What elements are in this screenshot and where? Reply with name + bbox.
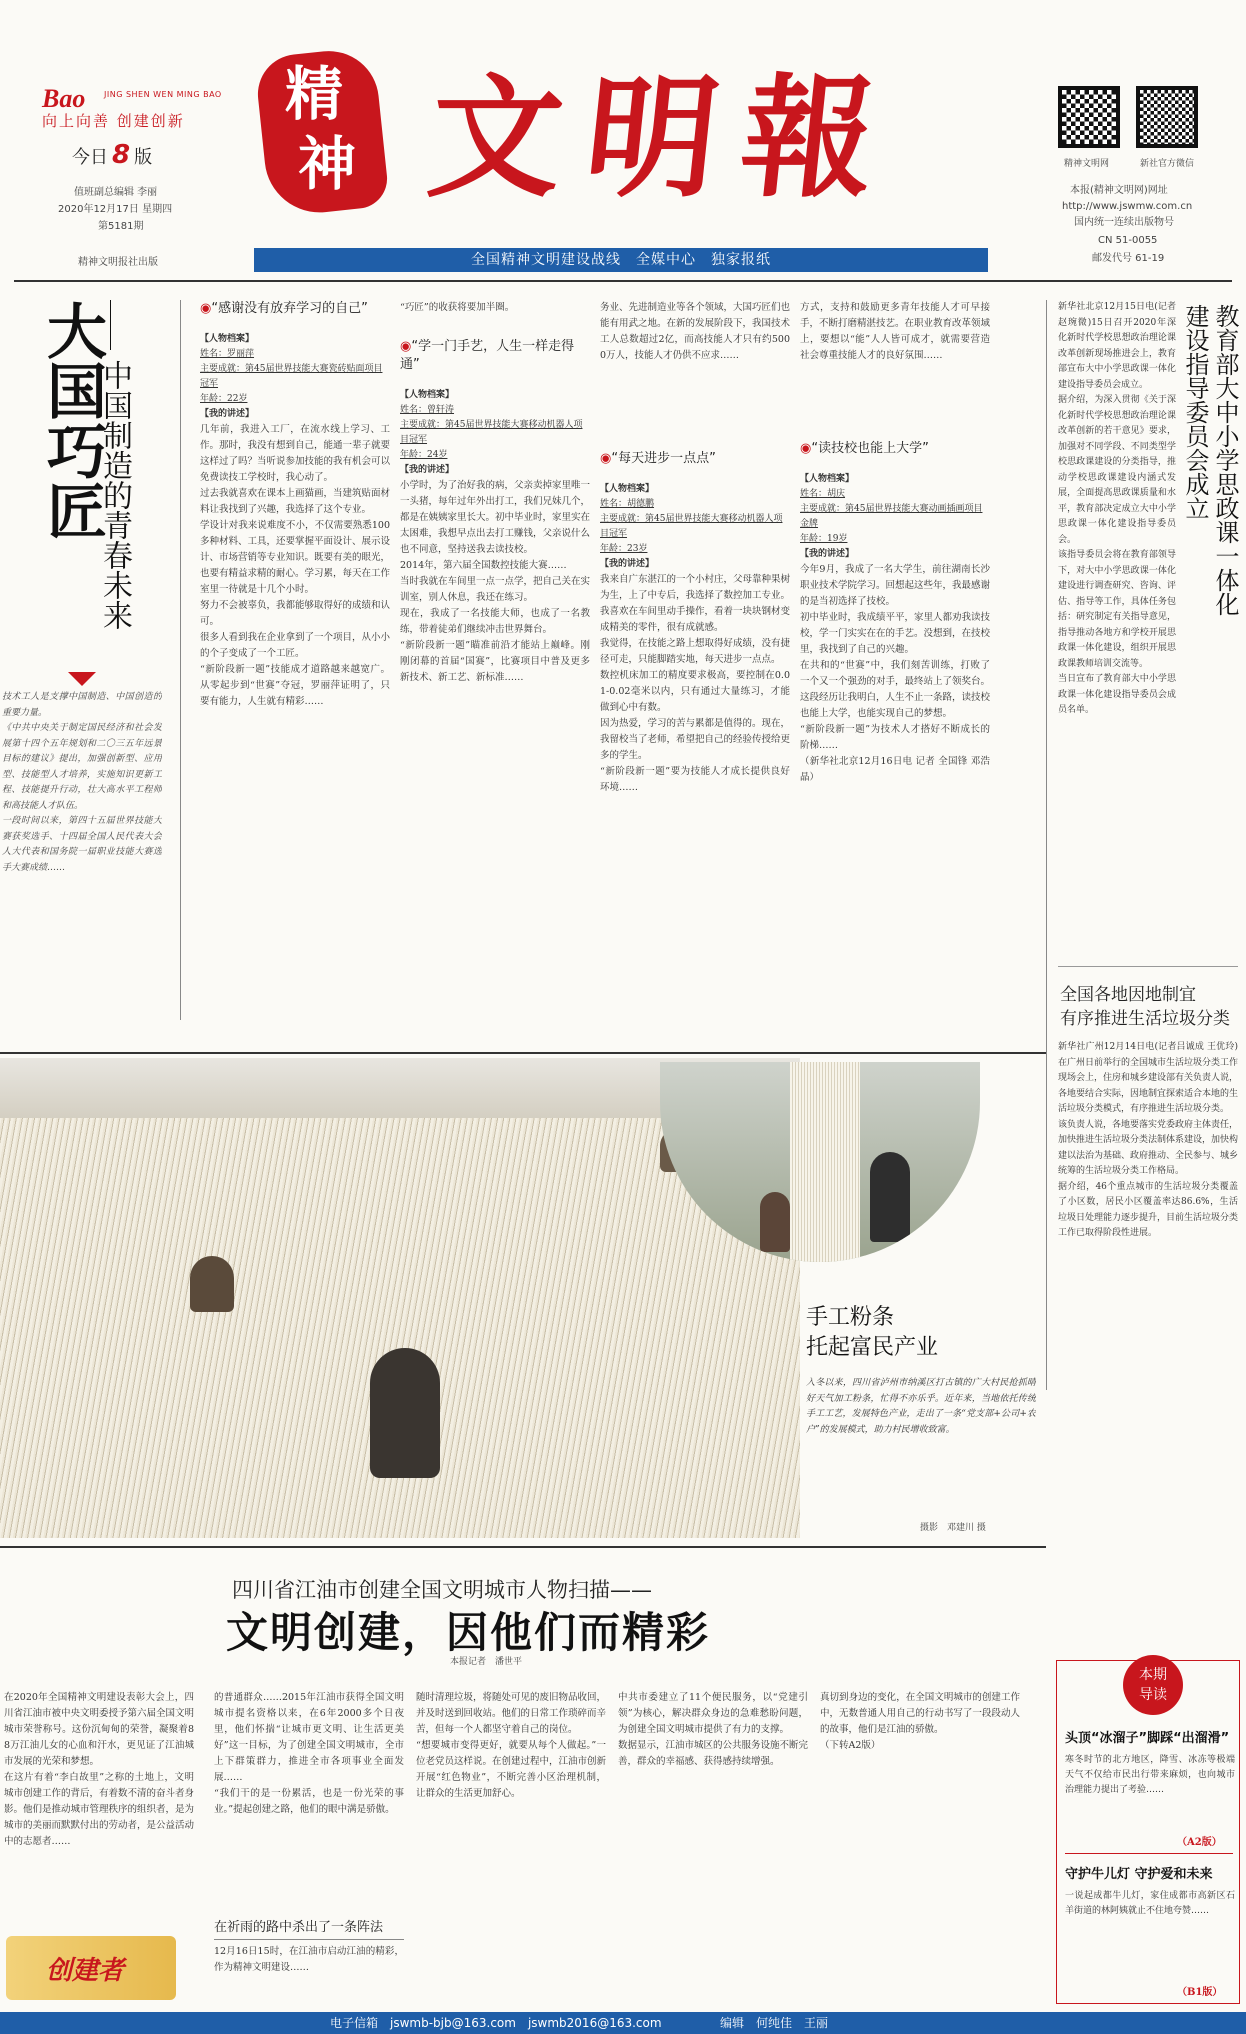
profile-age: 年龄：19岁 [800, 534, 848, 544]
column-2-body: 小学时，为了治好我的病，父亲卖掉家里唯一一头猪，每年过年外出打工，我们兄妹几个，都是在姨姨家里长大。初中毕业时，家里实在太困难，我想早点出去打工赚钱，父亲说什么也不同意，坚持送我去读技校。 2014年，第六届全国数控技能大赛…… 当时我就在车间里一点一点学，把自己关在实训室，别人休息，我还在练习。 现在，我成了一名技能大师，也成了一名教练，带着徒弟们继续冲击世界舞台。 “新阶段新一题”瞄准前沿才能站上巅峰。刚刚闭幕的首届“国赛”，比赛项目中普及更多新技术、新工艺、新标准…… [400, 480, 590, 683]
slogan: 向上向善 创建创新 [42, 112, 185, 130]
photo-credit: 摄影 邓建川 摄 [920, 1523, 986, 1533]
profile-age: 年龄：22岁 [200, 394, 248, 404]
column-4-profile [800, 472, 990, 562]
guide-item-2-body: 一说起成都牛儿灯，家住成都市高新区石羊街道的林阿姨就止不住地夸赞…… [1065, 1891, 1235, 1916]
profile-achievement: 主要成就：第45届世界技能大赛移动机器人项目冠军 [600, 514, 783, 539]
column-3 [600, 300, 790, 1020]
feature-body-5: 真切到身边的变化，在全国文明城市的创建工作中，无数普通人用自己的行动书写了一段段动人的故事，他们是江油的骄傲。 （下转A2版） [820, 1692, 1020, 1751]
masthead [0, 0, 1246, 272]
column-3-profile [600, 482, 790, 572]
right-mid-rule [1058, 966, 1238, 967]
masthead-rule [14, 280, 1232, 282]
profile-age: 年龄：23岁 [600, 544, 648, 554]
column-2-heading: ◉“学一门手艺，人生一样走得通” [400, 339, 575, 372]
qr-code-2 [1136, 86, 1198, 148]
site-line-4: CN 51-0055 [1098, 235, 1158, 246]
paper-logo-mark: Bao [42, 84, 86, 113]
feature-body-4: 中共市委建立了11个便民服务，以“党建引领”为核心，解决群众身边的急难愁盼问题，为创建全国文明城市提供了有力的支撑。 数据显示，江油市城区的公共服务设施不断完善，群众的幸福感、获得感持续增强。 [618, 1692, 808, 1767]
paper-pinyin: JING SHEN WEN MING BAO [104, 90, 222, 99]
feature-body-2: 的普通群众……2015年江油市获得全国文明城市提名资格以来，在6年2000多个日夜里，他们怀揣“让城市更文明、让生活更美好”这一目标，为了创建全国文明城市，全市上下群策群力，推进全市各项事业全面发展…… “我们干的是一份累活，也是一份光荣的事业。”提起创建之路，他们的眼中满是骄傲。 [214, 1692, 404, 1815]
publisher: 精神文明报社出版 [78, 257, 158, 268]
guide-item-1-title[interactable]: 头顶“冰溜子”脚踩“出溜滑” [1065, 1731, 1230, 1746]
column-1-profile [200, 332, 390, 422]
chuangjian-logo-text: 创建者 [46, 1956, 125, 1986]
feature-byline: 本报记者 潘世平 [450, 1657, 523, 1667]
lead-column-rule [180, 300, 181, 1020]
feature-body-3: 随时清理垃圾，将随处可见的废旧物品收回，并及时送到回收站。他们的日常工作琐碎而辛苦，但每一个人都坚守着自己的岗位。 “想要城市变得更好，就要从每个人做起。”一位老党员这样说。在创建过程中，江油市创新开展“红色物业”，不断完善小区治理机制，让群众的生活更加舒心。 [416, 1692, 606, 1799]
column-4-body: 今年9月，我成了一名大学生，前往湖南长沙职业技术学院学习。回想起这些年，我最感谢的是当初选择了技校。 初中毕业时，我成绩平平，家里人都劝我读技校，学一门实实在在的手艺。没想到，在技校里，我找到了自己的兴趣。 在共和的“世赛”中，我们刻苦训练，打败了一个又一个强劲的对手，最终站上了领奖台。 这段经历让我明白，人生不止一条路，读技校也能上大学，也能实现自己的梦想。 “新阶段新一题”为技术人才搭好不断成长的阶梯…… （新华社北京12月16日电 记者 全国锋 邓浩晶） [800, 564, 990, 783]
profile-achievement: 主要成就：第45届世界技能大赛动画插画项目金牌 [800, 504, 983, 529]
column-1-heading: ◉“感谢没有放弃学习的自己” [200, 301, 368, 316]
profile-achievement: 主要成就：第45届世界技能大赛移动机器人项目冠军 [400, 420, 583, 445]
right-mid-title-2: 有序推进生活垃圾分类 [1060, 1009, 1230, 1029]
guide-item-1-body: 寒冬时节的北方地区，降雪、冰冻等极端天气不仅给市民出行带来麻烦，也向城市治理能力提出了考验…… [1065, 1755, 1235, 1795]
qr-code-1 [1058, 86, 1120, 148]
photo-bottom-rule [0, 1546, 1046, 1548]
profile-label: 【人物档案】 [200, 334, 255, 344]
feature-body-2b: 12月16日15时，在江油市启动江油的精彩，作为精神文明建设…… [214, 1946, 404, 1973]
guide-badge-line-2: 导读 [1139, 1687, 1167, 1703]
lead-divider-triangle [68, 672, 96, 686]
feature-kicker: 四川省江油市创建全国文明城市人物扫描—— [232, 1578, 652, 1602]
column-4-carry: 方式，支持和鼓励更多青年技能人才可早接手，不断打磨精湛技艺。在职业教育改革领域上，要想以“能”人人皆可成才，就需要营造社会尊重技能人才的良好氛围…… [800, 302, 990, 361]
today-count: 8 [112, 140, 131, 170]
guide-item-2-title[interactable]: 守护牛儿灯 守护爱和未来 [1065, 1867, 1213, 1882]
column-2-carry: “巧匠”的收获将要加半圈。 [400, 302, 515, 313]
heading-bullet-icon: ◉ [200, 301, 212, 316]
inset-noodle-curtain [790, 1062, 860, 1262]
feature-subhead: 在祈雨的路中杀出了一条阵法 [214, 1916, 404, 1940]
feature-body-1: 在2020年全国精神文明建设表彰大会上，四川省江油市被中央文明委授予第六届全国文明城市荣誉称号。这份沉甸甸的荣誉，凝聚着88万江油儿女的心血和汗水，更见证了江油城市发展的光荣和梦想。 在这片有着“李白故里”之称的土地上，文明城市创建工作的背后，有着数不清的奋斗者身影。他们是推动城市管理秩序的组织者，是为城市的美丽而默默付出的劳动者，是公益活动中的志愿者…… [4, 1692, 194, 1847]
profile-label: 【人物档案】 [800, 474, 855, 484]
lead-title: 大国巧匠 [37, 300, 107, 540]
column-3-carry: 务业、先进制造业等各个领域，大国巧匠们也能有用武之地。在新的发展阶段下，我国技术工人总数超过2亿，而高技能人才只有约5000万人，技能人才仍供不应求…… [600, 302, 790, 361]
photo-title-1: 手工粉条 [806, 1305, 895, 1330]
photo-title-2: 托起富民产业 [806, 1335, 939, 1360]
profile-story-label: 【我的讲述】 [200, 409, 255, 419]
lead-intro: 技术工人是支撑中国制造、中国创造的重要力量。 《中共中央关于制定国民经济和社会发展第十四个五年规划和二〇三五年远景目标的建议》提出，加强创新型、应用型、技能型人才培养，实施知识更新工程、技能提升行动，壮大高水平工程师和高技能人才队伍。 一段时间以来，第四十五届世界技能大赛获奖选手、十四届全国人民代表大会人大代表和国务院一届职业技能大赛选手大赛成绩…… [2, 692, 162, 873]
footer-email-label: 电子信箱 [330, 2016, 379, 2030]
right-column-rule [1046, 300, 1047, 1390]
photo-top-rule [0, 1052, 1046, 1054]
column-4-heading: ◉“读技校也能上大学” [800, 441, 929, 456]
site-line-1: 本报(精神文明网)网址 [1070, 185, 1168, 196]
worker-figure-2 [370, 1348, 440, 1478]
profile-age: 年龄：24岁 [400, 450, 448, 460]
footer-emails[interactable]: jswmb-bjb@163.com jswmb2016@163.com [390, 2016, 662, 2030]
column-3-heading: ◉“每天进步一点点” [600, 451, 716, 466]
column-1-body: 几年前，我进入工厂，在流水线上学习、工作。那时，我没有想到自己，能通一辈子就要这样过了吗？当听说参加技能的我有机会可以免费读技工学校时，我心动了。 过去我就喜欢在课本上画猫画，当建筑贴面材料让我找到了兴趣，我选择了这个专业。 学设计对我来说难度不小，不仅需要熟悉100多种材料、工具，还要掌握平面设计、展示设计、市场营销等专业知识。既要有美的眼光，也要有精益求精的耐心。学习累，每天在工作室里一待就是十几个小时。 努力不会被辜负，我都能够取得好的成绩和认可。 很多人看到我在企业拿到了一个项目，从小小的个子变成了一个工匠。 “新阶段新一题”技能成才道路越来越宽广。从零起步到“世赛”夺冠，罗丽萍证明了，只要有能力，人生就有精彩…… [200, 424, 390, 707]
chuangjian-logo [6, 1936, 176, 2000]
profile-name: 姓名：胡庆 [800, 489, 846, 499]
profile-label: 【人物档案】 [600, 484, 655, 494]
profile-name: 姓名：胡德鹏 [600, 499, 655, 509]
profile-story-label: 【我的讲述】 [400, 465, 455, 475]
today-label: 今日 [72, 147, 108, 168]
title-char-jing: 精 [285, 60, 344, 128]
footer-band [0, 2012, 1246, 2034]
site-line-2[interactable]: http://www.jswmw.com.cn [1062, 201, 1193, 212]
column-3-body: 我来自广东湛江的一个小村庄，父母靠种果树为生，上了中专后，我选择了数控加工专业。我喜欢在车间里动手操作，看着一块块钢材变成精美的零件，很有成就感。 我觉得，在技能之路上想取得好成绩，没有捷径可走，只能脚踏实地，每天进步一点点。 数控机床加工的精度要求极高，要控制在0.01-0.02毫米以内，只有通过大量练习，才能做到心中有数。 因为热爱，学习的苦与累都是值得的。现在，我留校当了老师，希望把自己的经验传授给更多的学生。 “新阶段新一题”要为技能人才成长提供良好环境…… [600, 574, 790, 793]
guide-item-1-page[interactable]: （A2版） [1177, 1837, 1222, 1848]
date-line: 2020年12月17日 星期四 [58, 204, 173, 215]
paper-title: 文明報 [421, 61, 907, 216]
photo-caption: 入冬以来，四川省泸州市纳溪区打古镇的广大村民抢抓晴好天气加工粉条，忙得不亦乐乎。近年来，当地依托传统手工工艺，发展特色产业，走出了一条“党支部+公司+农户”的发展模式，助力村民增收致富。 [806, 1378, 1036, 1435]
column-2-profile [400, 388, 590, 478]
site-line-3: 国内统一连续出版物号 [1074, 217, 1174, 228]
qr2-label: 新社官方微信 [1140, 159, 1195, 169]
today-unit: 版 [134, 147, 153, 168]
guide-badge-line-1: 本期 [1139, 1667, 1167, 1683]
masthead-band: 全国精神文明建设战线 全媒中心 独家报纸 [254, 248, 988, 272]
lead-subtitle: 中国制造的青春未来 [97, 360, 132, 630]
profile-name: 姓名：罗丽萍 [200, 349, 255, 359]
issue-line: 第5181期 [98, 221, 144, 232]
feature-title: 文明创建，因他们而精彩 [226, 1608, 711, 1657]
right-top-body: 新华社北京12月15日电(记者赵琬微)15日召开2020年深化新时代学校思想政治理论课改革创新现场推进会上，教育部宣布大中小学思政课一体化建设指导委员会成立。 据介绍，为深入贯彻《关于深化新时代学校思想政治理论课改革创新的若干意见》要求，加强对不同学段、不同类型学校思政课建设的分类指导，推动学校思政课建设内涵式发展，全面提高思政课质量和水平，教育部决定成立大中小学思政课一体化建设指导委员会。 该指导委员会将在教育部领导下，对大中小学思政课一体化建设进行调查研究、咨询、评估、指导等工作，具体任务包括：研究制定有关指导意见，指导推动各地方和学校开展思政课一体化建设，组织开展思政课教师培训交流等。 当日宣布了教育部大中小学思政课一体化建设指导委员会成员名单。 [1058, 302, 1176, 715]
column-2 [400, 300, 590, 1020]
guide-divider [1065, 1853, 1233, 1854]
guide-box [1056, 1660, 1240, 2004]
profile-label: 【人物档案】 [400, 390, 455, 400]
qr1-label: 精神文明网 [1064, 159, 1110, 169]
inset-worker-1 [870, 1152, 910, 1242]
profile-achievement: 主要成就：第45届世界技能大赛瓷砖贴面项目冠军 [200, 364, 383, 389]
heading-bullet-icon: ◉ [800, 441, 812, 456]
right-mid-title-1: 全国各地因地制宜 [1060, 985, 1196, 1005]
profile-name: 姓名：曾轩涛 [400, 405, 455, 415]
worker-figure-1 [190, 1256, 234, 1312]
title-char-shen: 神 [298, 130, 357, 198]
guide-badge [1123, 1655, 1183, 1715]
site-line-5: 邮发代号 61-19 [1092, 253, 1165, 264]
heading-bullet-icon: ◉ [600, 451, 612, 466]
profile-story-label: 【我的讲述】 [600, 559, 655, 569]
lead-title-rule [110, 300, 111, 350]
right-mid-body: 新华社广州12月14日电(记者吕诚成 王优玲)在广州日前举行的全国城市生活垃圾分类工作现场会上，住房和城乡建设部有关负责人说，各地要结合实际，因地制宜探索适合本地的生活垃圾分类模式，有序推进生活垃圾分类。 该负责人说，各地要落实党委政府主体责任，加快推进生活垃圾分类法制体系建设，加快构建以法治为基础、政府推动、全民参与、城乡统筹的生活垃圾分类工作格局。 据介绍，46个重点城市的生活垃圾分类覆盖了小区数，居民小区覆盖率达86.6%，生活垃圾日处理能力逐步提升，目前生活垃圾分类工作已取得阶段性进展。 [1058, 1042, 1238, 1238]
profile-story-label: 【我的讲述】 [800, 549, 855, 559]
today-pages [72, 140, 152, 170]
guide-item-2-page[interactable]: （B1版） [1177, 1987, 1223, 1998]
inset-worker-2 [760, 1192, 790, 1252]
heading-bullet-icon: ◉ [400, 339, 412, 354]
column-1 [200, 300, 390, 1020]
right-top-title: 教育部大中小学思政课一体化建设指导委员会成立 [1181, 304, 1239, 616]
column-4 [800, 300, 990, 1020]
footer-editor: 编辑 何纯佳 王丽 [720, 2016, 829, 2030]
editor-line: 值班副总编辑 李丽 [74, 187, 158, 198]
